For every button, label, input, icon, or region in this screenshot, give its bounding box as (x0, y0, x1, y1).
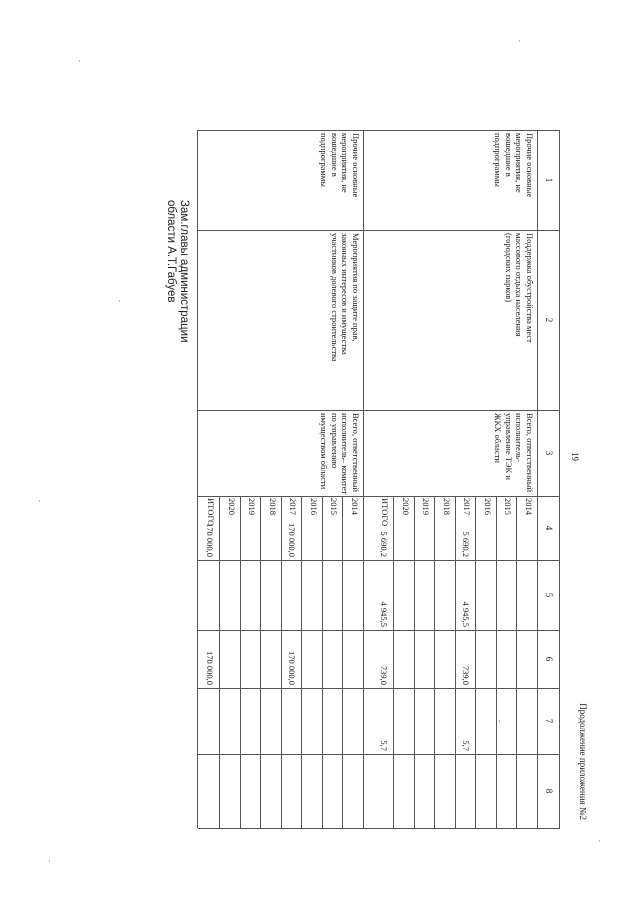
col2-text: Мероприятия по защите прав, (351, 233, 361, 342)
row-year: 2017 (288, 498, 299, 515)
signature-line-1: Зам.главы администрации (178, 200, 190, 343)
row-border (394, 496, 395, 828)
column-header: 3 (544, 450, 554, 456)
row-year: 2014 (350, 498, 360, 515)
column-border (198, 754, 560, 755)
row-border (302, 496, 303, 828)
signature-line-2: области А.Т.Габуев (165, 200, 177, 303)
column-border (198, 688, 560, 689)
col1-text: вошедшие в (330, 133, 340, 177)
row-year: 2014 (524, 498, 534, 515)
column-border (198, 828, 560, 829)
row-year: 2020 (401, 498, 411, 515)
cell-value: 170 000,0 (205, 523, 216, 557)
col3-text: Всего, ответственный (351, 413, 361, 493)
column-border (198, 130, 560, 131)
col3-text: ЖКХ области (493, 413, 504, 463)
scan-speck (49, 860, 50, 862)
col3-text: исполнитель– комитет (340, 413, 351, 495)
col1-text: подпрограммы (319, 133, 330, 187)
col3-text: исполнитель- (514, 413, 525, 462)
row-border (322, 496, 323, 828)
cell-value: 739,0 (461, 665, 472, 685)
col1-text: мероприятия, не (340, 133, 351, 193)
col3-text: Всего, ответственный (525, 413, 535, 493)
cell-value: 5 690,2 (379, 531, 390, 557)
scan-speck (79, 60, 80, 62)
col1-text: подпрограммы (493, 133, 504, 187)
row-year: 2016 (483, 498, 493, 515)
cell-value: 739,0 (379, 665, 390, 685)
column-header: 5 (544, 592, 554, 598)
column-border (198, 410, 560, 411)
row-year: 2017 (462, 498, 473, 515)
table-bottom-border (197, 130, 198, 828)
col3-text: имуществом области (319, 413, 330, 490)
row-year: ИТОГО (206, 498, 217, 527)
header-bottom-border (537, 130, 538, 828)
scan-speck (519, 40, 520, 42)
col1-text: Прочие основные (525, 133, 535, 198)
row-border (343, 496, 344, 828)
row-year: ИТОГО (380, 498, 391, 527)
column-header: 6 (544, 656, 554, 662)
row-year: 2019 (247, 498, 258, 515)
column-border (198, 630, 560, 631)
row-year: 2015 (329, 498, 340, 515)
cell-value: 4 945,5 (379, 601, 390, 627)
column-header: 8 (544, 788, 554, 794)
row-border (281, 496, 282, 828)
row-border (476, 496, 477, 828)
scan-speck (599, 840, 600, 842)
col1-text: вошедшие в (504, 133, 514, 177)
row-year: 2018 (268, 498, 278, 515)
column-border (198, 496, 560, 497)
row-border (435, 496, 436, 828)
scan-speck (499, 720, 500, 722)
scan-speck (119, 300, 120, 302)
column-header: 1 (544, 177, 554, 183)
col3-text: управление ТЭК и (504, 413, 514, 480)
col2-text: (городских парков) (504, 233, 514, 303)
row-border (496, 496, 497, 828)
scan-speck (39, 500, 40, 502)
col1-text: Прочие основные (351, 133, 361, 198)
col2-text: Поддержка обустройства мест (525, 233, 535, 343)
row-year: 2015 (503, 498, 514, 515)
col1-text: мероприятия, не (514, 133, 525, 193)
column-header: 7 (544, 718, 554, 724)
row-border (517, 496, 518, 828)
row-border (261, 496, 262, 828)
row-border (455, 496, 456, 828)
row-border (240, 496, 241, 828)
cell-value: 5,7 (379, 740, 390, 751)
row-year: 2016 (309, 498, 319, 515)
row-border (414, 496, 415, 828)
cell-value: 5 690,2 (461, 531, 472, 557)
column-border (198, 560, 560, 561)
row-border (220, 496, 221, 828)
col2-text: участников долевого строительства (330, 233, 340, 362)
column-header: 4 (544, 525, 554, 531)
col2-text: массового отдыха населения (514, 233, 525, 337)
col3-text: по управлению (330, 413, 340, 469)
row-year: 2020 (227, 498, 237, 515)
column-header: 2 (544, 317, 554, 323)
cell-value: 5,7 (461, 740, 472, 751)
table-top-border (559, 130, 560, 828)
page-number: 19 (570, 452, 580, 461)
group-border (363, 130, 364, 828)
cell-value: 170 000,0 (205, 651, 216, 685)
column-border (198, 230, 560, 231)
row-year: 2018 (442, 498, 452, 515)
col2-text: законных интересов и имущества (340, 233, 351, 355)
page-title: Продолжение приложения №2 (578, 703, 588, 820)
cell-value: 170 000,0 (287, 523, 298, 557)
cell-value: 170 000,0 (287, 651, 298, 685)
row-year: 2019 (421, 498, 432, 515)
cell-value: 4 945,5 (461, 601, 472, 627)
